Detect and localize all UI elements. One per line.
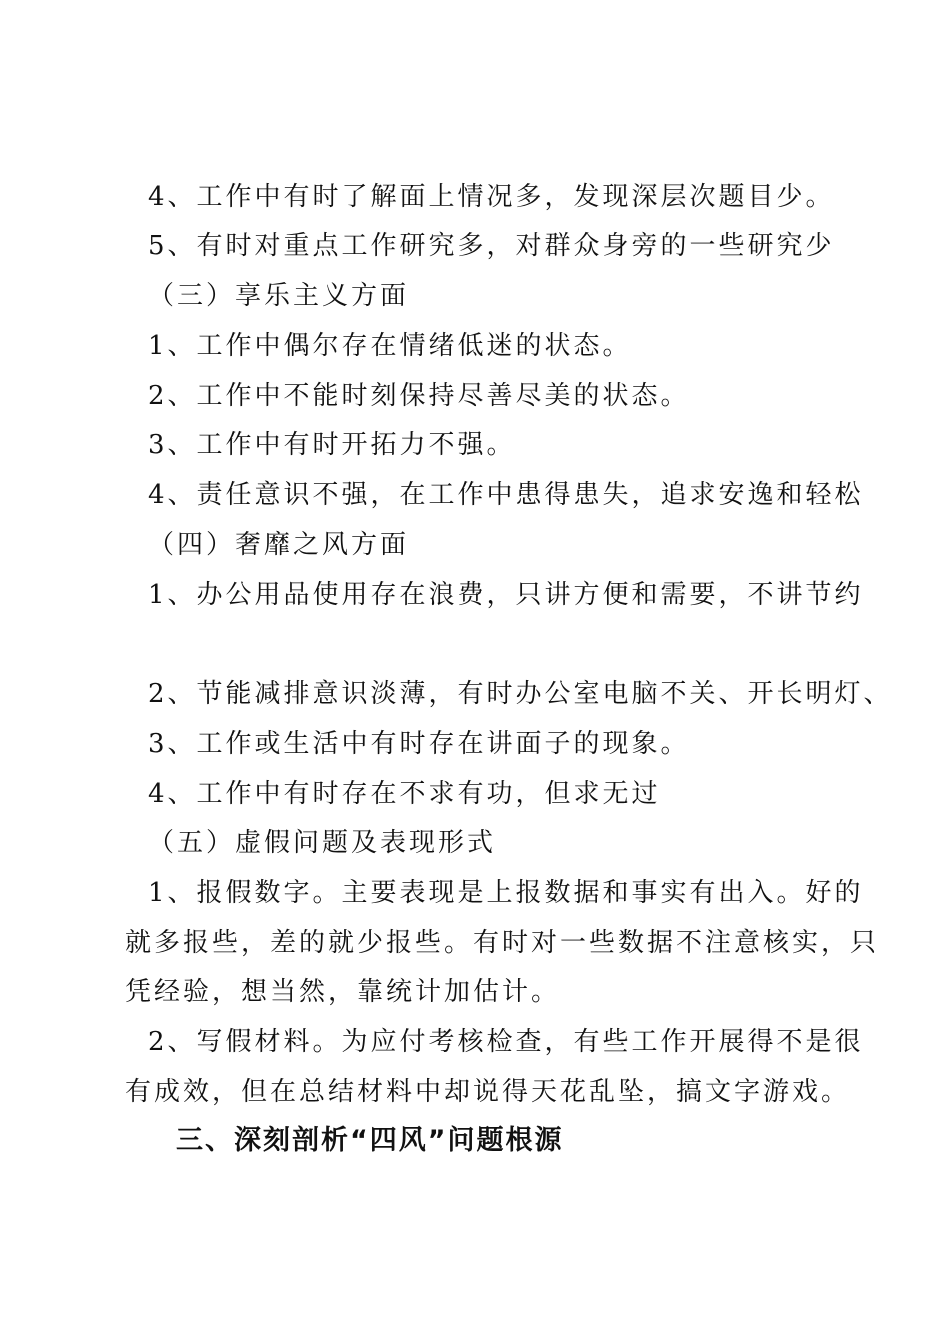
paragraph-line: 有成效，但在总结材料中却说得天花乱坠，搞文字游戏。 [125, 1077, 851, 1107]
list-item: 2、工作中不能时刻保持尽善尽美的状态。 [148, 381, 690, 411]
list-item: 3、工作中有时开拓力不强。 [148, 430, 516, 460]
list-item: 4、工作中有时了解面上情况多，发现深层次题目少。 [148, 182, 835, 212]
list-item: 1、工作中偶尔存在情绪低迷的状态。 [148, 331, 632, 361]
list-item: 4、工作中有时存在不求有功，但求无过 [148, 779, 661, 809]
section-heading: 三、深刻剖析“四风”问题根源 [176, 1125, 564, 1156]
list-item: 5、有时对重点工作研究多，对群众身旁的一些研究少 [148, 231, 835, 261]
list-item: 2、节能减排意识淡薄，有时办公室电脑不关、开长明灯、 [148, 679, 893, 709]
list-item: 1、办公用品使用存在浪费，只讲方便和需要，不讲节约 [148, 580, 864, 610]
paragraph-line: 就多报些，差的就少报些。有时对一些数据不注意核实，只 [125, 928, 880, 958]
subsection-heading: （五）虚假问题及表现形式 [148, 828, 497, 858]
subsection-heading: （三）享乐主义方面 [148, 281, 410, 311]
paragraph-line: 凭经验，想当然，靠统计加估计。 [125, 977, 561, 1007]
paragraph-line: 1、报假数字。主要表现是上报数据和事实有出入。好的 [148, 878, 864, 908]
paragraph-line: 2、写假材料。为应付考核检查，有些工作开展得不是很 [148, 1027, 864, 1057]
subsection-heading: （四）奢靡之风方面 [148, 530, 410, 560]
list-item: 4、责任意识不强，在工作中患得患失，追求安逸和轻松 [148, 480, 864, 510]
list-item: 3、工作或生活中有时存在讲面子的现象。 [148, 729, 690, 759]
